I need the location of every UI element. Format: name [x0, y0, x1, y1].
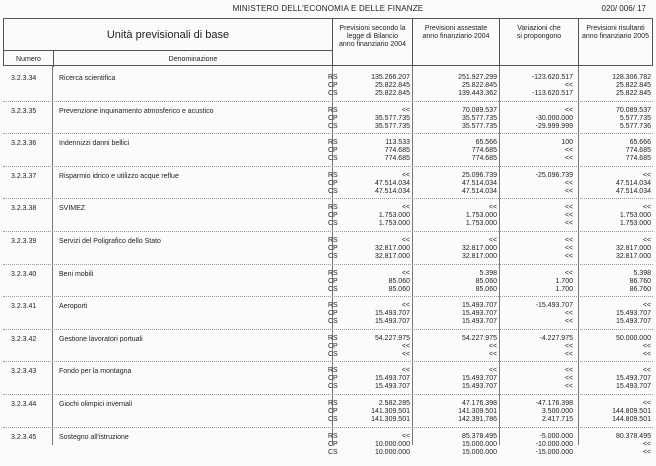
- row-value-c1: 85.060: [388, 277, 410, 285]
- row-value-c2: 15.493.707: [461, 375, 497, 383]
- header-line: anno finanziario 2004: [339, 41, 406, 48]
- row-type-code: CS: [328, 220, 338, 228]
- row-type-code: CP: [328, 245, 338, 252]
- row-value-c4: <<: [642, 342, 651, 350]
- row-value-c1: 15.493.707: [374, 318, 410, 326]
- row-value-c3: <<: [564, 245, 573, 252]
- row-value-c2: 25.096.739: [461, 171, 497, 179]
- row-value-c1: 47.514.034: [374, 179, 410, 187]
- row-number: 3.2.3.43: [11, 368, 37, 376]
- row-value-c3: -30.000.000: [535, 114, 573, 122]
- row-value-c1: 47.514.034: [374, 187, 410, 195]
- row-value-c4: 5.398: [633, 269, 651, 277]
- row-value-c1: <<: [401, 342, 410, 350]
- row-value-c3: 100: [561, 139, 573, 147]
- row-type-code: RS: [328, 171, 338, 179]
- row-type-code: RS: [328, 106, 338, 114]
- row-value-c4: 32.817.000: [615, 245, 651, 252]
- col-previsioni-assestate-header: [413, 19, 500, 65]
- row-denominazione: Fondo per la montagna: [59, 368, 132, 376]
- row-value-c3: -15.493.707: [535, 302, 573, 310]
- row-value-c3: -47.176.398: [535, 400, 573, 407]
- row-denominazione: Ricerca scientifica: [59, 75, 116, 82]
- row-type-code: CS: [328, 253, 338, 260]
- row-type-code: CP: [328, 310, 338, 318]
- row-value-c4: 47.514.034: [615, 179, 651, 187]
- row-value-c3: <<: [564, 187, 573, 195]
- row-separator: [3, 361, 653, 362]
- row-value-c2: <<: [488, 350, 497, 358]
- row-number: 3.2.3.35: [11, 107, 37, 115]
- row-value-c3: 1.700: [555, 285, 573, 293]
- row-value-c3: -25.096.739: [535, 171, 573, 179]
- row-value-c1: <<: [401, 432, 410, 440]
- row-value-c1: <<: [401, 237, 410, 244]
- row-type-code: CS: [328, 122, 338, 130]
- row-value-c1: <<: [401, 106, 410, 114]
- header-line: legge di Bilancio: [347, 33, 398, 40]
- upb-header: Unità previsionali di base: [4, 19, 333, 51]
- row-value-c2: 85.378.495: [461, 432, 497, 440]
- row-type-code: CP: [328, 82, 338, 89]
- row-type-code: RS: [328, 139, 338, 147]
- row-value-c1: 35.577.735: [374, 122, 410, 130]
- row-separator: [3, 264, 653, 265]
- row-type-code: CS: [328, 448, 338, 456]
- row-type-code: RS: [328, 74, 338, 81]
- row-value-c1: <<: [401, 302, 410, 310]
- row-number: 3.2.3.44: [11, 401, 37, 408]
- row-denominazione: Sostegno all'istruzione: [59, 433, 129, 441]
- row-type-code: RS: [328, 367, 338, 375]
- row-value-c2: 141.309.501: [458, 408, 497, 415]
- row-type-code: RS: [328, 334, 338, 342]
- row-value-c1: 774.685: [384, 147, 410, 155]
- row-value-c3: <<: [564, 204, 573, 212]
- row-value-c1: 25.822.845: [374, 90, 410, 97]
- row-value-c4: 32.817.000: [615, 253, 651, 260]
- row-value-c3: <<: [564, 82, 573, 89]
- row-value-c2: <<: [488, 367, 497, 375]
- row-value-c4: <<: [642, 440, 651, 448]
- row-value-c4: 15.493.707: [615, 383, 651, 391]
- denominazione-header: Denominazione: [54, 51, 333, 67]
- row-type-code: CS: [328, 155, 338, 163]
- row-value-c1: 15.493.707: [374, 310, 410, 318]
- row-value-c4: 774.685: [625, 147, 651, 155]
- row-separator: [3, 296, 653, 297]
- row-value-c4: 5.577.736: [619, 122, 651, 130]
- row-value-c1: <<: [401, 367, 410, 375]
- row-value-c4: 80.378.495: [615, 432, 651, 440]
- row-value-c3: <<: [564, 269, 573, 277]
- row-value-c2: 25.822.845: [461, 82, 497, 89]
- row-value-c4: 25.822.845: [615, 82, 651, 89]
- header-line: si propongono: [516, 33, 562, 40]
- row-value-c4: 47.514.034: [615, 187, 651, 195]
- row-value-c1: 10.000.000: [374, 440, 410, 448]
- row-separator: [3, 166, 653, 167]
- row-value-c3: <<: [564, 310, 573, 318]
- row-denominazione: Servizi del Poligrafico dello Stato: [59, 238, 161, 245]
- row-value-c1: 1.753.000: [378, 220, 410, 228]
- row-separator: [3, 133, 653, 134]
- row-number: 3.2.3.38: [11, 205, 37, 213]
- row-type-code: CP: [328, 375, 338, 383]
- ministry-title: MINISTERO DELL'ECONOMIA E DELLE FINANZE: [232, 4, 424, 13]
- row-value-c3: <<: [564, 383, 573, 391]
- row-number: 3.2.3.39: [11, 238, 37, 245]
- row-value-c2: 774.685: [471, 147, 497, 155]
- header-line: anno finanziario 2004: [422, 33, 490, 40]
- row-value-c1: 1.753.000: [378, 212, 410, 220]
- row-separator: [3, 101, 653, 102]
- row-value-c1: 85.060: [388, 285, 410, 293]
- row-value-c1: 774.685: [384, 155, 410, 163]
- header-line: Previsioni risultanti: [586, 25, 645, 32]
- row-value-c2: 15.493.707: [461, 318, 497, 326]
- row-type-code: RS: [328, 302, 338, 310]
- row-value-c4: 50.000.000: [615, 334, 651, 342]
- row-type-code: CP: [328, 212, 338, 220]
- row-value-c2: 15.493.707: [461, 310, 497, 318]
- row-value-c3: -5.000.000: [539, 432, 573, 440]
- row-value-c3: <<: [564, 350, 573, 358]
- row-value-c3: -4.227.975: [539, 334, 573, 342]
- row-value-c3: <<: [564, 237, 573, 244]
- row-value-c1: 113.533: [385, 139, 410, 147]
- row-value-c2: 774.685: [471, 155, 497, 163]
- row-value-c1: 2.582.285: [378, 400, 410, 407]
- row-value-c3: -123.620.517: [531, 74, 573, 81]
- row-value-c4: 774.685: [625, 155, 651, 163]
- row-value-c4: 5.577.735: [619, 114, 651, 122]
- row-type-code: CS: [328, 383, 338, 391]
- row-value-c4: <<: [642, 350, 651, 358]
- row-value-c2: <<: [488, 204, 497, 212]
- row-value-c1: 35.577.735: [374, 114, 410, 122]
- row-type-code: CS: [328, 318, 338, 326]
- row-value-c2: 32.817.000: [461, 253, 497, 260]
- row-value-c3: <<: [564, 147, 573, 155]
- row-value-c4: 144.809.501: [612, 408, 651, 415]
- row-value-c4: 1.753.000: [619, 212, 651, 220]
- row-value-c3: 3.500.000: [541, 408, 573, 415]
- row-value-c2: 35.577.735: [461, 122, 497, 130]
- row-value-c1: <<: [401, 204, 410, 212]
- row-value-c2: 15.493.707: [461, 383, 497, 391]
- header-line: Previsioni secondo la: [339, 25, 406, 32]
- row-value-c1: 54.227.975: [374, 334, 410, 342]
- row-value-c1: <<: [401, 171, 410, 179]
- row-separator: [3, 231, 653, 232]
- row-value-c4: 144.809.501: [612, 416, 651, 423]
- row-number: 3.2.3.40: [11, 270, 37, 278]
- row-type-code: RS: [328, 204, 338, 212]
- row-denominazione: Prevenzione inquinamento atmosferico e acustico: [59, 107, 214, 115]
- row-value-c4: 15.493.707: [615, 318, 651, 326]
- row-type-code: CS: [328, 350, 338, 358]
- row-number: 3.2.3.42: [11, 335, 37, 343]
- row-value-c3: <<: [564, 318, 573, 326]
- row-value-c3: 2.417.715: [541, 416, 573, 423]
- row-value-c2: 85.060: [475, 277, 497, 285]
- row-value-c1: <<: [401, 269, 410, 277]
- row-denominazione: Indennizzi danni bellici: [59, 140, 130, 148]
- row-type-code: CP: [328, 277, 338, 285]
- row-value-c2: 85.060: [475, 285, 497, 293]
- row-value-c4: <<: [642, 302, 651, 310]
- row-type-code: CP: [328, 408, 338, 415]
- row-type-code: CP: [328, 147, 338, 155]
- row-value-c2: 35.577.735: [461, 114, 497, 122]
- row-value-c4: <<: [642, 237, 651, 244]
- row-value-c2: 5.398: [479, 269, 497, 277]
- row-value-c4: 70.089.537: [615, 106, 651, 114]
- row-value-c2: 47.514.034: [461, 179, 497, 187]
- row-value-c1: 15.493.707: [374, 383, 410, 391]
- row-separator: [3, 329, 653, 330]
- row-separator: [3, 394, 653, 395]
- col-previsioni-bilancio-header: [333, 19, 413, 65]
- row-value-c3: 1.700: [555, 277, 573, 285]
- col-variazioni-header: [500, 19, 579, 65]
- row-value-c4: <<: [642, 204, 651, 212]
- header-line: Previsioni assestate: [424, 25, 488, 32]
- row-number: 3.2.3.37: [11, 172, 37, 180]
- row-denominazione: Aeroporti: [59, 303, 88, 311]
- row-value-c2: 70.089.537: [461, 106, 497, 114]
- row-value-c1: 32.817.000: [374, 245, 410, 252]
- row-type-code: RS: [328, 269, 338, 277]
- row-value-c4: 15.493.707: [615, 310, 651, 318]
- row-denominazione: Gestione lavoratori portuali: [59, 335, 143, 343]
- row-type-code: CP: [328, 342, 338, 350]
- row-value-c4: <<: [642, 367, 651, 375]
- row-value-c1: 10.000.000: [374, 448, 410, 456]
- row-value-c2: 47.176.398: [461, 400, 497, 407]
- row-type-code: CP: [328, 114, 338, 122]
- row-separator: [3, 198, 653, 199]
- header-line: Variazioni che: [517, 25, 561, 32]
- row-value-c1: 141.309.501: [371, 408, 410, 415]
- row-type-code: CS: [328, 187, 338, 195]
- row-value-c3: <<: [564, 212, 573, 220]
- row-type-code: RS: [328, 432, 338, 440]
- row-value-c4: 1.753.000: [619, 220, 651, 228]
- row-value-c2: 65.566: [475, 139, 497, 147]
- table-header: [3, 18, 653, 66]
- row-type-code: CS: [328, 416, 338, 423]
- row-value-c1: 15.493.707: [374, 375, 410, 383]
- table-row: [3, 429, 653, 466]
- row-value-c2: 54.227.975: [461, 334, 497, 342]
- row-value-c3: -10.000.000: [535, 440, 573, 448]
- row-value-c2: 1.753.000: [465, 220, 497, 228]
- row-denominazione: Beni mobili: [59, 270, 94, 278]
- row-separator: [3, 427, 653, 428]
- row-value-c3: <<: [564, 179, 573, 187]
- row-value-c2: 139.443.362: [458, 90, 497, 97]
- row-value-c2: 1.753.000: [465, 212, 497, 220]
- row-value-c3: <<: [564, 342, 573, 350]
- row-value-c3: <<: [564, 375, 573, 383]
- row-value-c2: 32.817.000: [461, 245, 497, 252]
- row-value-c1: 135.266.207: [371, 74, 410, 81]
- row-value-c4: <<: [642, 171, 651, 179]
- col-previsioni-risultanti-header: [579, 19, 652, 65]
- row-value-c3: <<: [564, 220, 573, 228]
- page-number: 020/ 006/ 17: [601, 4, 646, 13]
- row-value-c1: <<: [401, 350, 410, 358]
- row-value-c4: 15.493.707: [615, 375, 651, 383]
- row-denominazione: Risparmio idrico e utilizzo acque reflue: [59, 172, 179, 180]
- row-value-c2: 15.000.000: [461, 440, 497, 448]
- row-type-code: RS: [328, 400, 338, 407]
- row-value-c1: 32.817.000: [374, 253, 410, 260]
- row-denominazione: Giochi olimpici invernali: [59, 401, 133, 408]
- row-value-c3: <<: [564, 367, 573, 375]
- row-type-code: CS: [328, 285, 338, 293]
- row-type-code: CS: [328, 90, 338, 97]
- row-value-c4: 65.666: [629, 139, 651, 147]
- row-number: 3.2.3.34: [11, 75, 37, 82]
- row-denominazione: SVIMEZ: [59, 205, 86, 213]
- row-value-c2: 251.927.299: [458, 74, 497, 81]
- row-value-c4: 25.822.845: [615, 90, 651, 97]
- row-value-c2: 15.493.707: [461, 302, 497, 310]
- row-value-c2: 15.000.000: [461, 448, 497, 456]
- row-number: 3.2.3.45: [11, 433, 37, 441]
- numero-header: Numero: [4, 51, 54, 67]
- row-value-c2: <<: [488, 237, 497, 244]
- row-value-c2: 142.391.786: [458, 416, 497, 423]
- row-value-c4: 128.306.782: [612, 74, 651, 81]
- row-value-c3: -15.000.000: [535, 448, 573, 456]
- row-value-c3: <<: [564, 155, 573, 163]
- row-value-c4: 86.760: [629, 285, 651, 293]
- row-value-c3: -113.620.517: [532, 90, 573, 97]
- row-number: 3.2.3.36: [11, 140, 37, 148]
- row-value-c4: 86.760: [629, 277, 651, 285]
- row-value-c4: <<: [642, 400, 651, 407]
- row-value-c3: -29.999.999: [535, 122, 573, 130]
- row-value-c4: <<: [642, 448, 651, 456]
- row-value-c3: <<: [564, 253, 573, 260]
- row-value-c2: <<: [488, 342, 497, 350]
- row-value-c3: <<: [564, 106, 573, 114]
- row-type-code: CP: [328, 179, 338, 187]
- row-value-c1: 25.822.845: [374, 82, 410, 89]
- row-number: 3.2.3.41: [11, 303, 37, 311]
- header-line: anno finanziario 2005: [582, 33, 649, 40]
- row-value-c1: 141.309.501: [371, 416, 410, 423]
- row-type-code: RS: [328, 237, 338, 244]
- row-value-c2: 47.514.034: [461, 187, 497, 195]
- row-type-code: CP: [328, 440, 338, 448]
